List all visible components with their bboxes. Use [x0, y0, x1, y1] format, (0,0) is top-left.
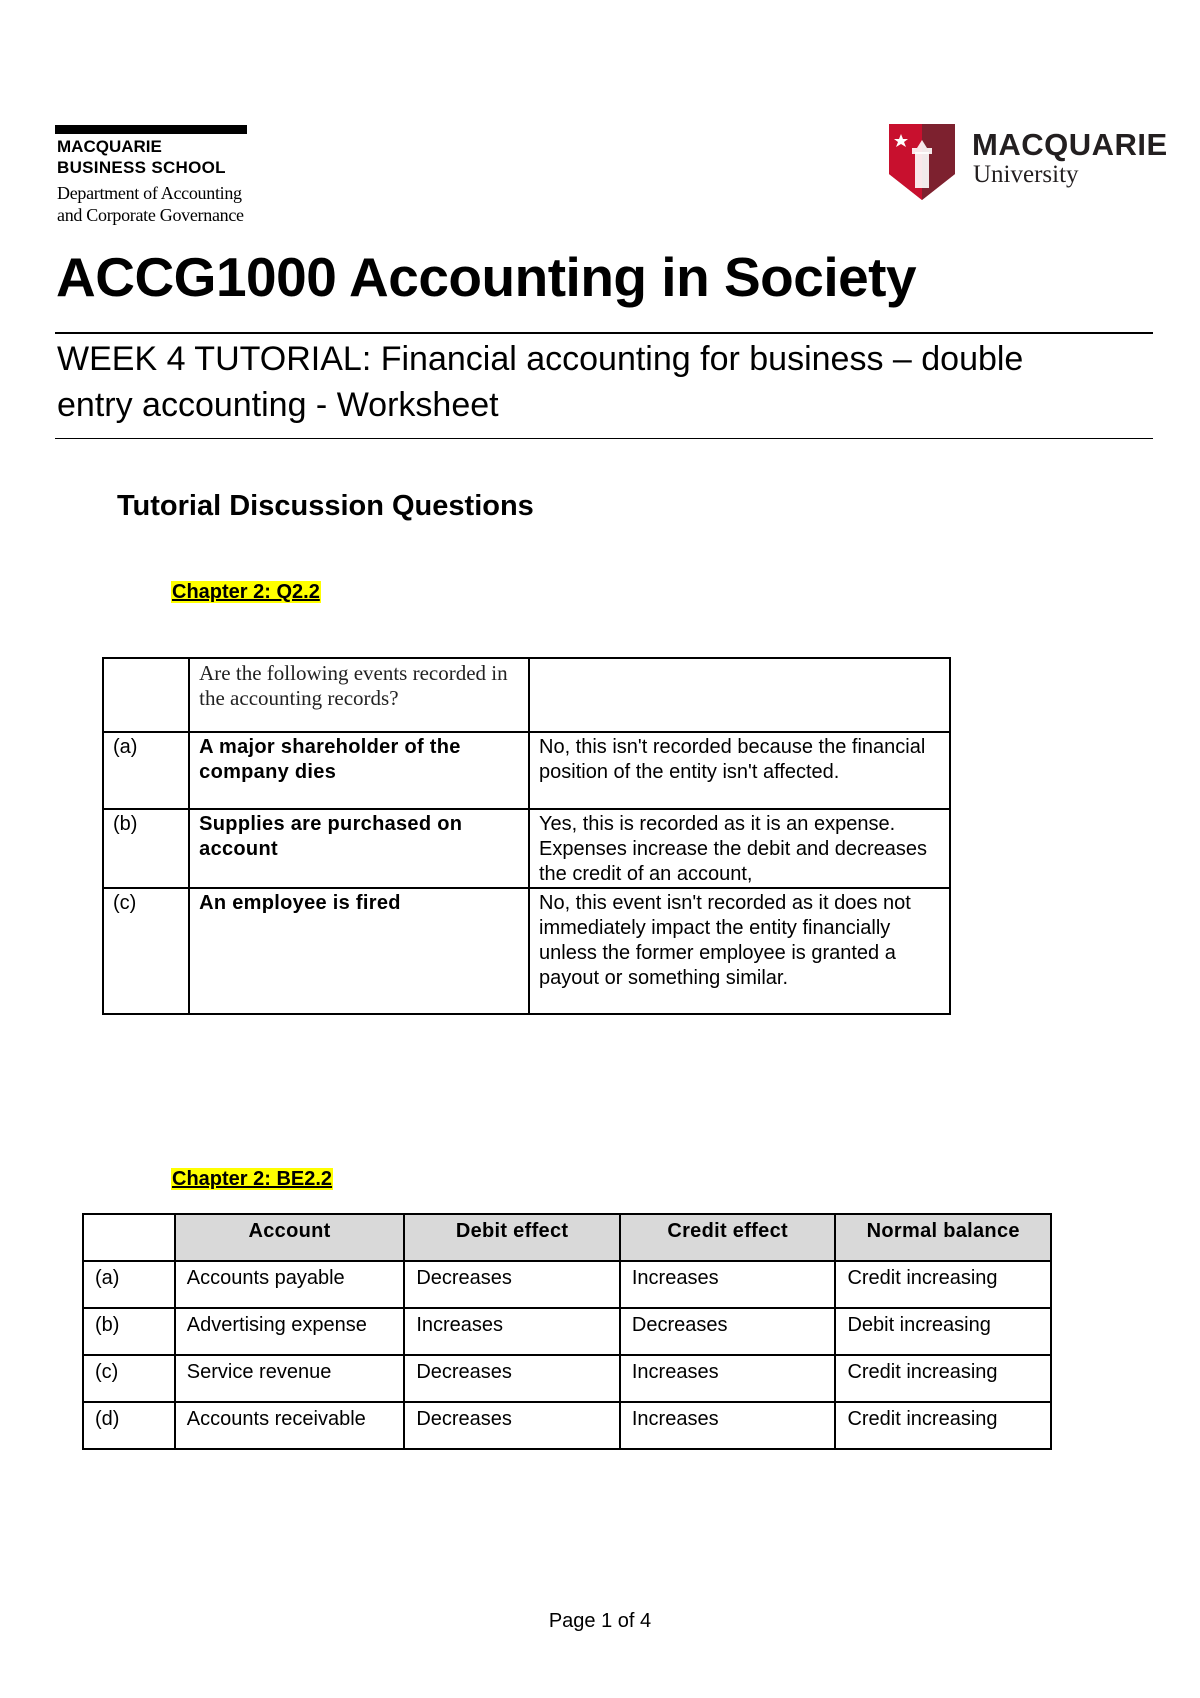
row-normal: Credit increasing	[835, 1355, 1051, 1402]
row-credit: Increases	[620, 1355, 836, 1402]
header-credit-effect: Credit effect	[620, 1214, 836, 1261]
logo-wordmark: MACQUARIE	[972, 127, 1168, 162]
table-row	[83, 1261, 1051, 1308]
row-id: (d)	[83, 1402, 175, 1449]
row-debit: Decreases	[404, 1402, 620, 1449]
row-credit: Decreases	[620, 1308, 836, 1355]
header-normal-balance: Normal balance	[835, 1214, 1051, 1261]
table-row	[83, 1402, 1051, 1449]
row-id: (b)	[83, 1308, 175, 1355]
row-normal: Debit increasing	[835, 1308, 1051, 1355]
row-id: (b)	[103, 809, 189, 888]
row-answer: Yes, this is recorded as it is an expense. Expenses increase the debit and decreases the credit of an account,	[529, 809, 950, 888]
table-cell	[83, 1214, 175, 1261]
row-answer: No, this isn't recorded because the financial position of the entity isn't affected.	[529, 732, 950, 809]
row-account: Accounts payable	[175, 1261, 405, 1308]
table-cell	[103, 658, 189, 732]
chapter-label-text: Chapter 2: Q2.2	[172, 581, 320, 603]
events-table	[102, 657, 951, 1015]
table-header-question: Are the following events recorded in the accounting records?	[189, 658, 529, 732]
header-debit-effect: Debit effect	[404, 1214, 620, 1261]
row-debit: Decreases	[404, 1261, 620, 1308]
macquarie-shield-logo-icon	[887, 122, 957, 202]
row-answer: No, this event isn't recorded as it does not immediately impact the entity financially unless the former employee is granted a payout or something similar.	[529, 888, 950, 1014]
department-name	[57, 182, 244, 226]
subtitle-line2: entry accounting - Worksheet	[57, 386, 499, 424]
table-cell	[529, 658, 950, 732]
page-number: Page 1 of 4	[548, 1610, 652, 1632]
header-rule	[55, 125, 247, 134]
chapter-label-be2-2	[171, 1167, 333, 1191]
chapter-label-q2-2	[171, 580, 321, 604]
subtitle-line1: WEEK 4 TUTORIAL: Financial accounting for business – double	[57, 340, 1024, 378]
subtitle-divider	[55, 438, 1153, 439]
department-line1: Department of Accounting	[57, 183, 242, 203]
row-credit: Increases	[620, 1402, 836, 1449]
header-account: Account	[175, 1214, 405, 1261]
row-normal: Credit increasing	[835, 1402, 1051, 1449]
row-debit: Decreases	[404, 1355, 620, 1402]
department-line2: and Corporate Governance	[57, 205, 244, 225]
table-row	[83, 1308, 1051, 1355]
page-subtitle	[57, 336, 1157, 428]
account-effects-table	[82, 1213, 1052, 1450]
title-divider	[55, 332, 1153, 334]
row-account: Service revenue	[175, 1355, 405, 1402]
row-normal: Credit increasing	[835, 1261, 1051, 1308]
logo-subwordmark: University	[973, 161, 1079, 188]
page-title: ACCG1000 Accounting in Society	[56, 246, 917, 308]
table-header-row	[103, 658, 950, 732]
row-id: (a)	[83, 1261, 175, 1308]
table-header-row	[83, 1214, 1051, 1261]
table-row	[103, 888, 950, 1014]
row-credit: Increases	[620, 1261, 836, 1308]
chapter-label-text: Chapter 2: BE2.2	[172, 1168, 333, 1190]
row-debit: Increases	[404, 1308, 620, 1355]
table-row	[103, 732, 950, 809]
row-account: Accounts receivable	[175, 1402, 405, 1449]
row-id: (a)	[103, 732, 189, 809]
table-row	[83, 1355, 1051, 1402]
row-event: An employee is fired	[189, 888, 529, 1014]
section-title: Tutorial Discussion Questions	[117, 490, 534, 522]
table-row	[103, 809, 950, 888]
row-id: (c)	[103, 888, 189, 1014]
row-id: (c)	[83, 1355, 175, 1402]
row-account: Advertising expense	[175, 1308, 405, 1355]
school-name-line1: MACQUARIE	[57, 137, 162, 156]
row-event: Supplies are purchased on account	[189, 809, 529, 888]
row-event: A major shareholder of the company dies	[189, 732, 529, 809]
school-name-line2: BUSINESS SCHOOL	[57, 158, 226, 177]
